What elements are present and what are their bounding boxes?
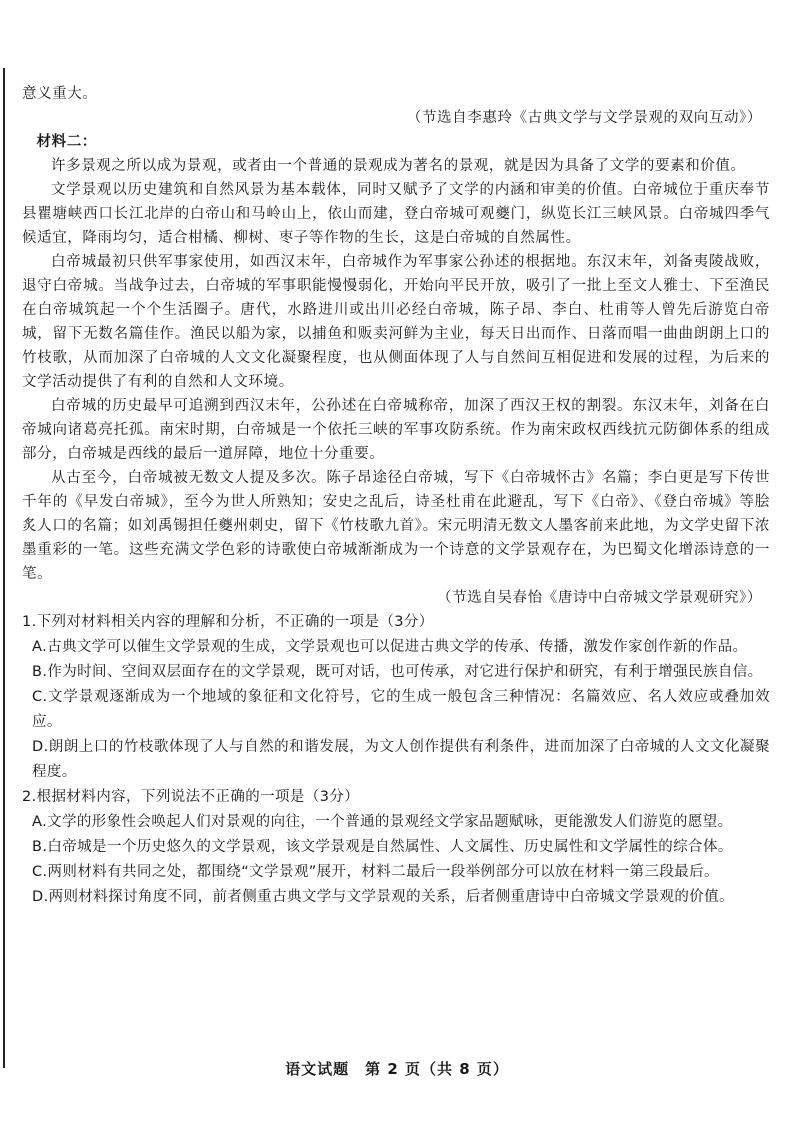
material-two-heading: 材料二： bbox=[36, 133, 97, 150]
material-two-paragraph: 白帝城最初只供军事家使用，如西汉末年，白帝城作为军事家公孙述的根据地。东汉末年，刘备夷陵战败，退守白帝城。当战争过去，白帝城的军事职能慢慢弱化，开始向平民开放，吸引了一批上至文人雅士、下至渔民在白帝城筑起一个个生活圈子。唐代，水路进川或出川必经白帝城，陈子昂、李白、杜甫等人曾先后游览白帝城，留下无数名篇佳作。渔民以船为家，以捕鱼和贩卖河鲜为主业，每天日出而作、日落而唱一曲曲朗朗上口的竹枝歌，从而加深了白帝城的人文文化凝聚程度，也从侧面体现了人与自然间互相促进和发展的过程，为后来的文学活动提供了有利的自然和人文环境。 bbox=[22, 254, 770, 390]
question-option: B.作为时间、空间双层面存在的文学景观，既可对话，也可传承，对它进行保护和研究，有利于增强民族自信。 bbox=[32, 664, 763, 680]
material-one-source: （节选自李惠玲《古典文学与文学景观的双向互动》） bbox=[406, 110, 762, 126]
question-option: A.文学的形象性会唤起人们对景观的向往，一个普通的景观经文学家品题赋咏，更能激发人们游览的愿望。 bbox=[32, 814, 733, 830]
material-two-paragraph: 文学景观以历史建筑和自然风景为基本载体，同时又赋予了文学的内涵和审美的价值。白帝城位于重庆奉节县瞿塘峡西口长江北岸的白帝山和马岭山上，依山而建，登白帝城可观夔门，纵览长江三峡风景。白帝城四季气候适宜，降雨均匀，适合柑橘、柳树、枣子等作物的生长，这是白帝城的自然属性。 bbox=[22, 182, 770, 246]
material-two-paragraph: 白帝城的历史最早可追溯到西汉末年，公孙述在白帝城称帝，加深了西汉王权的割裂。东汉末年，刘备在白帝城向诸葛亮托孤。南宋时期，白帝城是一个依托三峡的军事攻防系统。作为南宋政权西线抗元防御体系的组成部分，白帝城是西线的最后一道屏障，地位十分重要。 bbox=[22, 398, 770, 462]
question-stem: 1.下列对材料相关内容的理解和分析，不正确的一项是（3分） bbox=[22, 614, 434, 630]
question-option: C.两则材料有共同之处，都围绕“文学景观”展开，材料二最后一段举例部分可以放在材料一第三段最后。 bbox=[32, 864, 719, 880]
binding-line bbox=[3, 68, 5, 1068]
material-one-tail: 意义重大。 bbox=[22, 86, 98, 102]
question-option: A.古典文学可以催生文学景观的生成，文学景观也可以促进古典文学的传承、传播，激发作家创作新的作品。 bbox=[32, 639, 748, 655]
question-2 bbox=[22, 785, 770, 910]
material-two-source: （节选自吴春怡《唐诗中白帝城文学景观研究》） bbox=[437, 590, 762, 606]
question-1 bbox=[22, 610, 770, 785]
page-footer: 语文试题 第 2 页（共 8 页） bbox=[285, 1060, 509, 1078]
question-option: B.白帝城是一个历史悠久的文学景观，该文学景观是自然属性、人文属性、历史属性和文学属性的综合体。 bbox=[32, 839, 733, 855]
page-content bbox=[22, 82, 770, 910]
material-two-paragraph: 从古至今，白帝城被无数文人提及多次。陈子昂途径白帝城，写下《白帝城怀古》名篇；李白更是写下传世千年的《早发白帝城》，至今为世人所熟知；安史之乱后，诗圣杜甫在此避乱，写下《白帝》、《登白帝城》等脍炙人口的名篇；如刘禹锡担任夔州刺史，留下《竹枝歌九首》。宋元明清无数文人墨客前来此地，为文学史留下浓墨重彩的一笔。这些充满文学色彩的诗歌使白帝城渐渐成为一个诗意的文学景观存在，为巴蜀文化增添诗意的一笔。 bbox=[22, 470, 770, 582]
question-option: D.朗朗上口的竹枝歌体现了人与自然的和谐发展，为文人创作提供有利条件，进而加深了白帝城的人文文化凝聚程度。 bbox=[32, 739, 770, 780]
material-two-paragraph: 许多景观之所以成为景观，或者由一个普通的景观成为著名的景观，就是因为具备了文学的要素和价值。 bbox=[51, 158, 746, 174]
question-option: D.两则材料探讨角度不同，前者侧重古典文学与文学景观的关系，后者侧重唐诗中白帝城文学景观的价值。 bbox=[32, 889, 734, 905]
question-stem: 2.根据材料内容，下列说法不正确的一项是（3分） bbox=[22, 789, 360, 805]
question-option: C.文学景观逐渐成为一个地域的象征和文化符号，它的生成一般包含三种情况：名篇效应、名人效应或叠加效应。 bbox=[32, 689, 770, 730]
